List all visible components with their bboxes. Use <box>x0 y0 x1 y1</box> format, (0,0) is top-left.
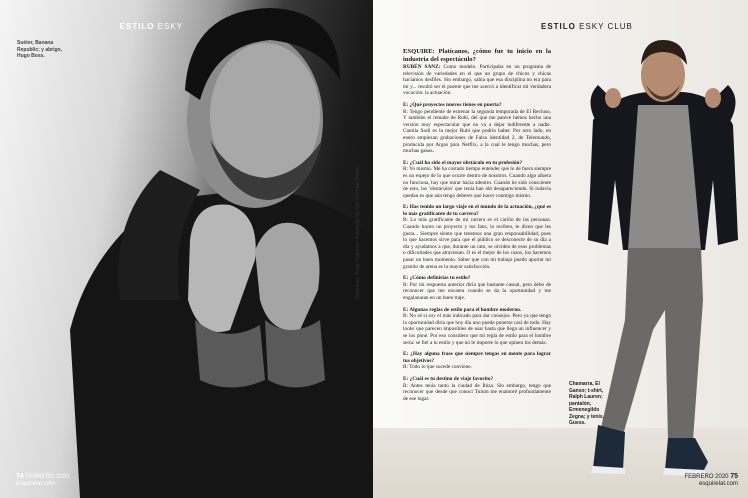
running-head-rest: ESKY CLUB <box>579 22 633 31</box>
lead-answer-label: RUBÉN SANZ: <box>403 64 441 70</box>
interview-text <box>403 48 551 444</box>
lead-answer: Como modelo. Participaba en un programa de televisión de variedades en el que un grupo de chicos y chicas hacíamos desfiles. Sin embargo, sabía que esa disciplina no era para mí y... resultó ser el puente que me acercó a identificar mi verdadera vocación: la actuación. <box>403 64 551 97</box>
qa-block <box>403 351 551 371</box>
answer: R: Yo mismo. Me ha costado tiempo entender que lo de fuera siempre es un espejo de lo que ocurre dentro de nosotros. Cuando algo afuera no funciona, hay que mirar hacia adentro. Cuando he sido consciente de esto, los 'obstáculos' que tenía han ido desapareciendo. Si todavía quedan es que aún tengo deberes que hacer conmigo mismo. <box>403 166 551 199</box>
page-number-left: 74 <box>16 473 24 480</box>
question: E: Algunas reglas de estilo para el hombre moderno. <box>403 306 522 313</box>
answer: R: Tengo pendiente de estrenar la segunda temporada de El Recluso, Y también el remake de Rubí, del que me parece hemos hecho una versión muy espectacular que no va a dejar indiferente a nadie. Camila Sodi es la mejor Rubí que podría haber. Por otro lado, en enero empiezan grabaciones de Falsa identidad 2, de Telemundo, producida por Argos para Netflix, a la cual le tengo muchas, pero muchas ganas. <box>403 108 551 155</box>
page-number-right: 75 <box>730 473 738 480</box>
question: E: ¿Hay alguna frase que siempre tengas en mente para lograr tus objetivos? <box>403 351 551 364</box>
running-head-rest: ESKY <box>157 22 183 31</box>
photo-credit-left: Suéter, Banana Republic; y abrigo, Hugo Boss. <box>17 40 63 59</box>
running-head-left <box>120 22 183 31</box>
folio-right <box>685 473 739 488</box>
qa-block <box>403 376 551 402</box>
portrait-photo <box>0 0 373 498</box>
question: E: Has tenido un largo viaje en el mundo de la actuación, ¿qué es lo más gratificante de tu carrera? <box>403 204 551 217</box>
question: E: ¿Cómo definirías tu estilo? <box>403 275 471 282</box>
qa-block <box>403 204 551 270</box>
qa-block <box>403 307 551 347</box>
folio-site-left: esquirelat.com <box>16 481 56 487</box>
question: E: ¿Cuál ha sido el mayor obstáculo en tu profesión? <box>403 159 523 166</box>
folio-site-right: esquirelat.com <box>698 481 738 487</box>
answer: R: Por mi respuesta anterior diría que bastante casual, pero debo de reconocer que me encanta cuando se da la oportunidad y me engalanaran en un buen traje. <box>403 281 551 301</box>
qa-block <box>403 275 551 301</box>
left-page <box>0 0 373 498</box>
folio-date-right: FEBRERO 2020 <box>684 474 729 480</box>
folio-left <box>16 473 70 488</box>
folio-date-left: FEBRERO 2020 <box>25 474 70 480</box>
right-page <box>373 0 748 498</box>
qa-block <box>403 102 551 155</box>
qa-block <box>403 160 551 200</box>
answer: R: Antes tenía tanto la ciudad de Ibiza. Sin embargo, tengo que reconocer que desde que conocí Tulum me enamoré profundamente de ese lugar. <box>403 382 551 402</box>
question: E: ¿Cuál es tu destino de viaje favorito? <box>403 375 494 382</box>
answer: R: Lo más gratificante de mi carrera es el cariño de las personas. Cuando hacen un proyecto y tus fans, lo reciben, te dicen que les gusta... Siempre siento que tenemos una gran responsabilidad, pues lo que hacemos sirve para que el público se desconecte de su día a día y ayudamos a que, durante un rato, se olviden de esos problemas o dificultades que atraviesan. O es el mejor de los casos, los hacemos pasar un buen momento. Saber que con mi trabajo puedo aportar mi granito de arena es la mayor satisfacción. <box>403 217 551 270</box>
lead-question: ESQUIRE: Platícanos, ¿cómo fue tu inicio en la industria del espectáculo? <box>403 48 551 63</box>
lead-paragraph <box>403 48 551 97</box>
running-head-bold: ESTILO <box>119 22 155 31</box>
vertical-credit: Grooming: Hugo Gutiérrez. Asistente de foto: Michael Pérez. <box>355 165 361 300</box>
question: E: ¿Qué proyectos nuevos tienes en puerta? <box>403 101 502 108</box>
running-head-bold: ESTILO <box>541 22 576 31</box>
answer: R: No sé si soy el más indicado para dar consejos. Pero ya que tengo la oportunidad diría que hoy día uno puede ponerse casi de todo. Hay looks que parecen imposibles de usar hasta que llega un influencer y se los pone. Por eso considero que mi regla de estilo para el hombre sería: se fiel a tu estilo y que no te importe lo que opinen los demás. <box>403 313 551 346</box>
answer: R: Todo lo que sucede conviene. <box>403 364 472 371</box>
photo-credit-right: Chamarra, El Ganso; t-shirt, Ralph Lauren; pantalón, Ermenegildo Zegna; y tenis, Guess. <box>569 381 605 426</box>
